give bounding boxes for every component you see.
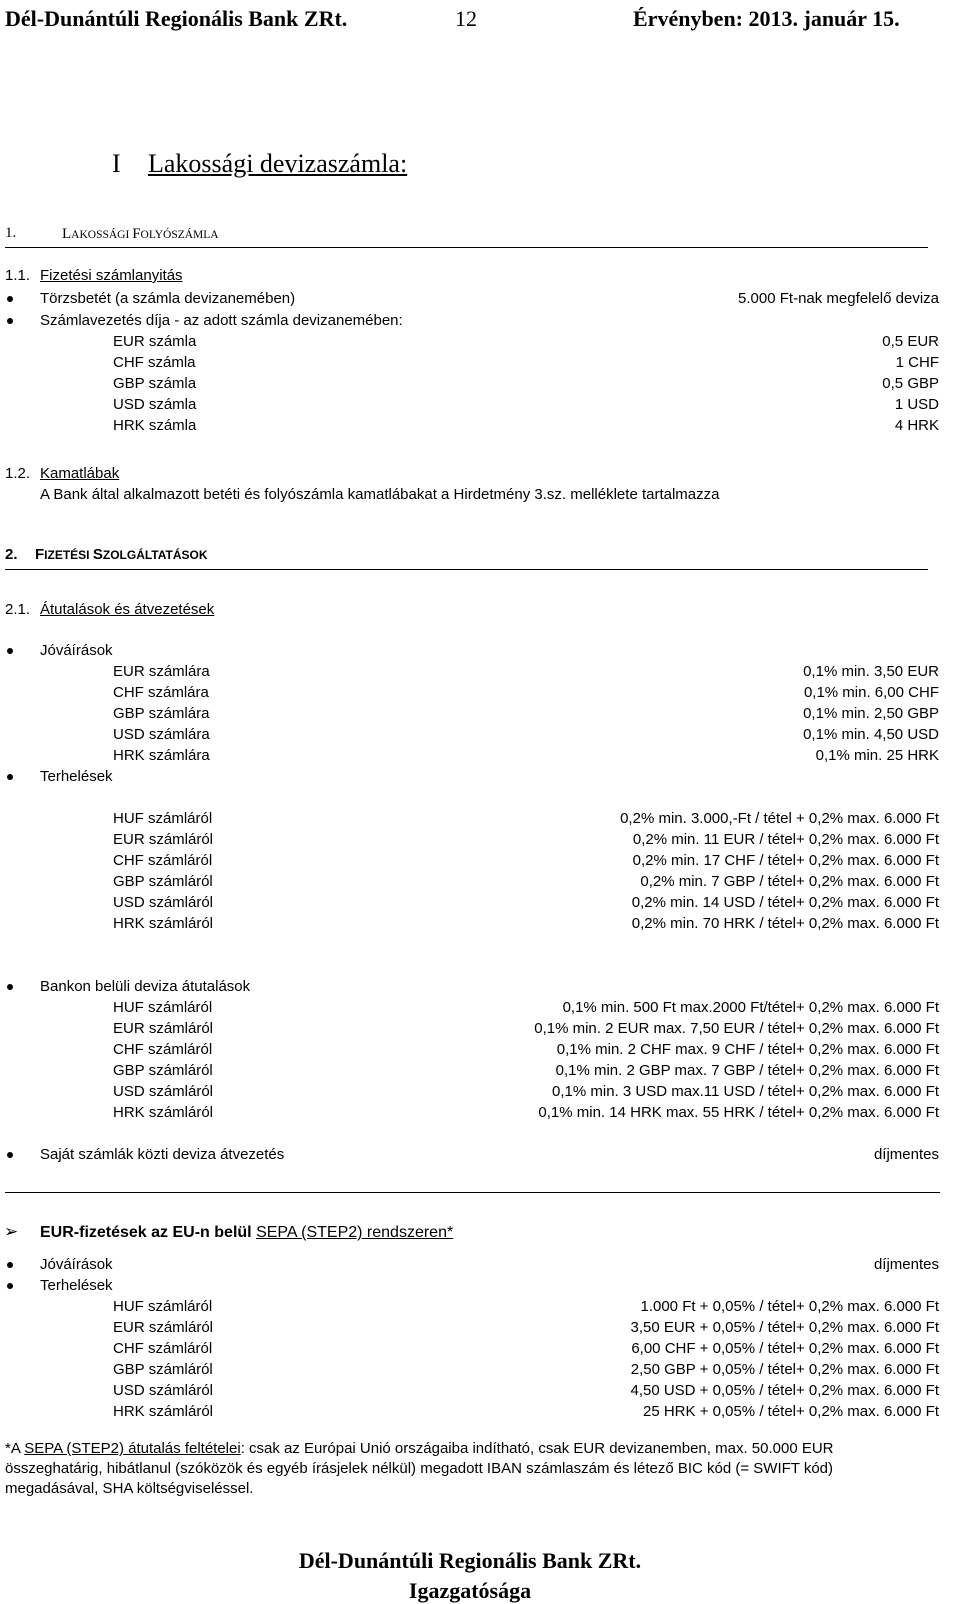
internal-row-label: HUF számláról (113, 999, 213, 1016)
debit-row-value: 0,2% min. 3.000,-Ft / tétel + 0,2% max. 6.000 Ft (620, 810, 939, 827)
sepa-debit-row-value: 3,50 EUR + 0,05% / tétel+ 0,2% max. 6.000 Ft (630, 1319, 939, 1336)
subsection-1-2-number: 1.2. (5, 465, 31, 482)
debit-row-value: 0,2% min. 14 USD / tétel+ 0,2% max. 6.000 Ft (631, 894, 939, 911)
credit-row-value: 0,1% min. 6,00 CHF (803, 684, 939, 701)
account-fee-row-label: EUR számla (113, 333, 197, 350)
footer-line-2: Igazgatósága (408, 1578, 532, 1603)
section-2-title: FIZETÉSI SZOLGÁLTATÁSOK (35, 546, 208, 563)
footnote-line-3: megadásával, SHA költségviseléssel. (5, 1480, 254, 1497)
sepa-debit-row-value: 2,50 GBP + 0,05% / tétel+ 0,2% max. 6.000 Ft (630, 1361, 939, 1378)
section-2-rule (5, 569, 928, 570)
footnote-line-2: összeghatárig, hibátlanul (szóközök és egyéb írásjelek nélkül) megadott IBAN számlaszám és létező BIC kód (= SWIFT kód) (5, 1460, 834, 1477)
sepa-debit-row-label: GBP számláról (113, 1361, 213, 1378)
sepa-credits-value: díjmentes (873, 1256, 939, 1273)
subsection-2-1-number: 2.1. (5, 601, 31, 618)
sepa-debit-row-value: 1.000 Ft + 0,05% / tétel+ 0,2% max. 6.000 Ft (640, 1298, 939, 1315)
sepa-debit-row-label: USD számláról (113, 1382, 214, 1399)
credit-row-value: 0,1% min. 25 HRK (815, 747, 939, 764)
sepa-title: EUR-fizetések az EU-n belül SEPA (STEP2) rendszeren* (40, 1224, 454, 1241)
account-fee-label: Számlavezetés díja - az adott számla devizanemében: (40, 312, 403, 329)
sepa-footnote (5, 1439, 834, 1499)
separator-rule (5, 1192, 940, 1193)
sepa-debit-row-value: 6,00 CHF + 0,05% / tétel+ 0,2% max. 6.000 Ft (631, 1340, 939, 1357)
deposit-label: Törzsbetét (a számla devizanemében) (40, 290, 296, 307)
account-fee-row-label: GBP számla (113, 375, 197, 392)
sepa-debits-label: Terhelések (40, 1277, 113, 1294)
section-1-title: LAKOSSÁGI FOLYÓSZÁMLA (62, 226, 219, 242)
debit-row-label: USD számláról (113, 894, 214, 911)
own-transfer-value: díjmentes (873, 1146, 939, 1163)
account-fee-row-label: CHF számla (113, 354, 196, 371)
bullet-icon (7, 1152, 13, 1158)
internal-row-value: 0,1% min. 2 EUR max. 7,50 EUR / tétel+ 0,2% max. 6.000 Ft (534, 1020, 939, 1037)
debit-row-label: EUR számláról (113, 831, 214, 848)
section-1-number: 1. (5, 225, 17, 241)
chapter-number: I (112, 149, 121, 178)
debit-row-label: CHF számláról (113, 852, 213, 869)
subsection-1-1-title: Fizetési számlanyitás (40, 267, 183, 284)
internal-row-label: GBP számláról (113, 1062, 213, 1079)
own-transfer-label: Saját számlák közti deviza átvezetés (40, 1146, 285, 1163)
sepa-credits-label: Jóváírások (40, 1256, 113, 1273)
bullet-icon (7, 984, 13, 990)
debit-row-label: HRK számláról (113, 915, 214, 932)
header-validity: Érvényben: 2013. január 15. (633, 6, 900, 31)
credit-row-value: 0,1% min. 3,50 EUR (803, 663, 939, 680)
subsection-2-1-title: Átutalások és átvezetések (40, 601, 215, 618)
account-fee-row-label: HRK számla (113, 417, 197, 434)
footnote-line-1: *A SEPA (STEP2) átutalás feltételei: csak az Európai Unió országaiba indítható, csak EUR devizanemben, max. 50.000 EUR (5, 1440, 834, 1457)
chapter-title: Lakossági devizaszámla: (148, 149, 408, 178)
bullet-icon (7, 648, 13, 654)
internal-row-label: EUR számláról (113, 1020, 214, 1037)
sepa-conditions-link: SEPA (STEP2) átutalás feltételei (24, 1440, 241, 1457)
subsection-1-1-number: 1.1. (5, 267, 31, 284)
account-fee-row-value: 0,5 GBP (882, 375, 939, 392)
credit-row-label: GBP számlára (113, 705, 210, 722)
internal-row-value: 0,1% min. 3 USD max.11 USD / tétel+ 0,2% max. 6.000 Ft (552, 1083, 939, 1100)
debit-row-value: 0,2% min. 70 HRK / tétel+ 0,2% max. 6.000 Ft (631, 915, 939, 932)
sepa-debit-row-label: CHF számláról (113, 1340, 213, 1357)
debit-row-value: 0,2% min. 11 EUR / tétel+ 0,2% max. 6.000 Ft (632, 831, 939, 848)
credit-row-label: CHF számlára (113, 684, 209, 701)
internal-row-value: 0,1% min. 2 GBP max. 7 GBP / tétel+ 0,2% max. 6.000 Ft (555, 1062, 939, 1079)
sepa-debit-row-value: 25 HRK + 0,05% / tétel+ 0,2% max. 6.000 Ft (643, 1403, 939, 1420)
internal-row-label: CHF számláról (113, 1041, 213, 1058)
account-fee-row-value: 0,5 EUR (882, 333, 939, 350)
interest-rates-text: A Bank által alkalmazott betéti és folyószámla kamatlábakat a Hirdetmény 3.sz. melléklete tartalmazza (40, 486, 720, 503)
credit-row-label: EUR számlára (113, 663, 210, 680)
bullet-icon (7, 1262, 13, 1268)
header-page-number: 12 (455, 6, 477, 31)
bullet-icon (7, 296, 13, 302)
credit-row-label: HRK számlára (113, 747, 210, 764)
internal-transfers-label: Bankon belüli deviza átutalások (40, 978, 251, 995)
bullet-icon (7, 1283, 13, 1289)
bullet-icon (7, 318, 13, 324)
arrow-bullet-icon: ➢ (4, 1222, 19, 1242)
sepa-debit-row-value: 4,50 USD + 0,05% / tétel+ 0,2% max. 6.000 Ft (630, 1382, 939, 1399)
section-1-rule (5, 247, 928, 248)
bullet-icon (7, 774, 13, 780)
subsection-1-2-title: Kamatlábak (40, 465, 120, 482)
debit-row-label: GBP számláról (113, 873, 213, 890)
internal-row-value: 0,1% min. 500 Ft max.2000 Ft/tétel+ 0,2% max. 6.000 Ft (562, 999, 939, 1016)
debits-label: Terhelések (40, 768, 113, 785)
credit-row-label: USD számlára (113, 726, 210, 743)
header-bank-name: Dél-Dunántúli Regionális Bank ZRt. (5, 6, 348, 31)
internal-row-label: HRK számláról (113, 1104, 214, 1121)
account-fee-row-value: 1 CHF (895, 354, 939, 371)
sepa-debit-row-label: EUR számláról (113, 1319, 214, 1336)
debit-row-label: HUF számláról (113, 810, 213, 827)
account-fee-row-value: 4 HRK (894, 417, 939, 434)
credits-label: Jóváírások (40, 642, 113, 659)
debit-row-value: 0,2% min. 17 CHF / tétel+ 0,2% max. 6.000 Ft (632, 852, 939, 869)
debit-row-value: 0,2% min. 7 GBP / tétel+ 0,2% max. 6.000 Ft (640, 873, 939, 890)
account-fee-row-value: 1 USD (894, 396, 939, 413)
internal-row-value: 0,1% min. 2 CHF max. 9 CHF / tétel+ 0,2% max. 6.000 Ft (556, 1041, 939, 1058)
internal-row-label: USD számláról (113, 1083, 214, 1100)
internal-row-value: 0,1% min. 14 HRK max. 55 HRK / tétel+ 0,2% max. 6.000 Ft (538, 1104, 939, 1121)
sepa-debit-row-label: HRK számláról (113, 1403, 214, 1420)
credit-row-value: 0,1% min. 2,50 GBP (803, 705, 939, 722)
credit-row-value: 0,1% min. 4,50 USD (803, 726, 939, 743)
deposit-value: 5.000 Ft-nak megfelelő deviza (738, 290, 939, 307)
sepa-debit-row-label: HUF számláról (113, 1298, 213, 1315)
footer-line-1: Dél-Dunántúli Regionális Bank ZRt. (298, 1548, 642, 1573)
account-fee-row-label: USD számla (113, 396, 197, 413)
section-2-number: 2. (5, 546, 18, 563)
